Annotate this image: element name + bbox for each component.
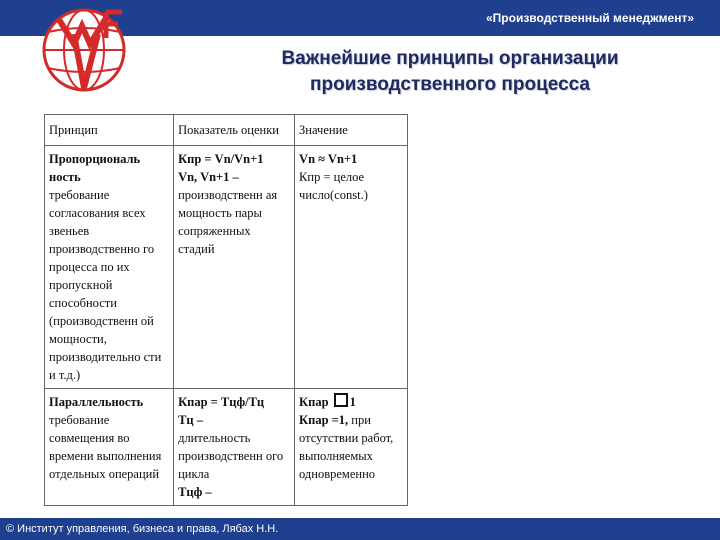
title-line-1: Важнейшие принципы организации xyxy=(281,48,619,69)
value-formula-prefix: Кпар xyxy=(299,395,329,409)
indicator-formula: Кпар = Тцф/Тц xyxy=(178,395,265,409)
course-title: «Производственный менеджмент» xyxy=(486,11,694,25)
indicator-formula: Кпр = Vn/Vn+1 xyxy=(178,152,264,166)
cell-value xyxy=(295,389,408,506)
indicator-variable-2: Тцф – xyxy=(178,485,212,499)
table-header-row xyxy=(45,115,408,146)
principle-name: Пропорциональ ность xyxy=(49,152,141,184)
indicator-variable: Vn, Vn+1 – xyxy=(178,170,239,184)
value-formula-suffix: 1 xyxy=(349,395,356,409)
principle-desc: требование согласования всех звеньев производственно го процесса по их пропускной способности (производственн ой мощности, производительно сти и т.д.) xyxy=(49,188,162,382)
value-desc: при отсутствии работ, выполняемых одновременно xyxy=(299,413,394,481)
value-note xyxy=(299,411,403,483)
cell-principle xyxy=(45,146,174,389)
header-indicator: Показатель оценки xyxy=(174,115,295,146)
indicator-desc: производственн ая мощность пары сопряженных стадий xyxy=(178,188,278,256)
header-principle: Принцип xyxy=(45,115,174,146)
cell-indicator xyxy=(174,146,295,389)
footer-copyright: © Институт управления, бизнеса и права, Лябах Н.Н. xyxy=(6,523,279,535)
cell-indicator xyxy=(174,389,295,506)
principle-desc: требование совмещения во времени выполнения отдельных операций xyxy=(49,413,162,481)
footer-bar xyxy=(0,518,720,540)
value-formula xyxy=(299,393,403,411)
principles-table xyxy=(44,114,408,506)
value-sub: Кпар =1, xyxy=(299,413,349,427)
table-row xyxy=(45,389,408,506)
value-desc: Кпр = целое число(const.) xyxy=(299,170,368,202)
value-formula: Vn ≈ Vn+1 xyxy=(299,152,358,166)
missing-glyph-icon xyxy=(334,393,348,407)
cell-value xyxy=(295,146,408,389)
indicator-desc: длительность производственн ого цикла xyxy=(178,431,284,481)
principle-name: Параллельность xyxy=(49,395,144,409)
indicator-variable: Тц – xyxy=(178,413,203,427)
header-value: Значение xyxy=(295,115,408,146)
table-row xyxy=(45,146,408,389)
cell-principle xyxy=(45,389,174,506)
title-line-2: производственного процесса xyxy=(310,74,590,95)
